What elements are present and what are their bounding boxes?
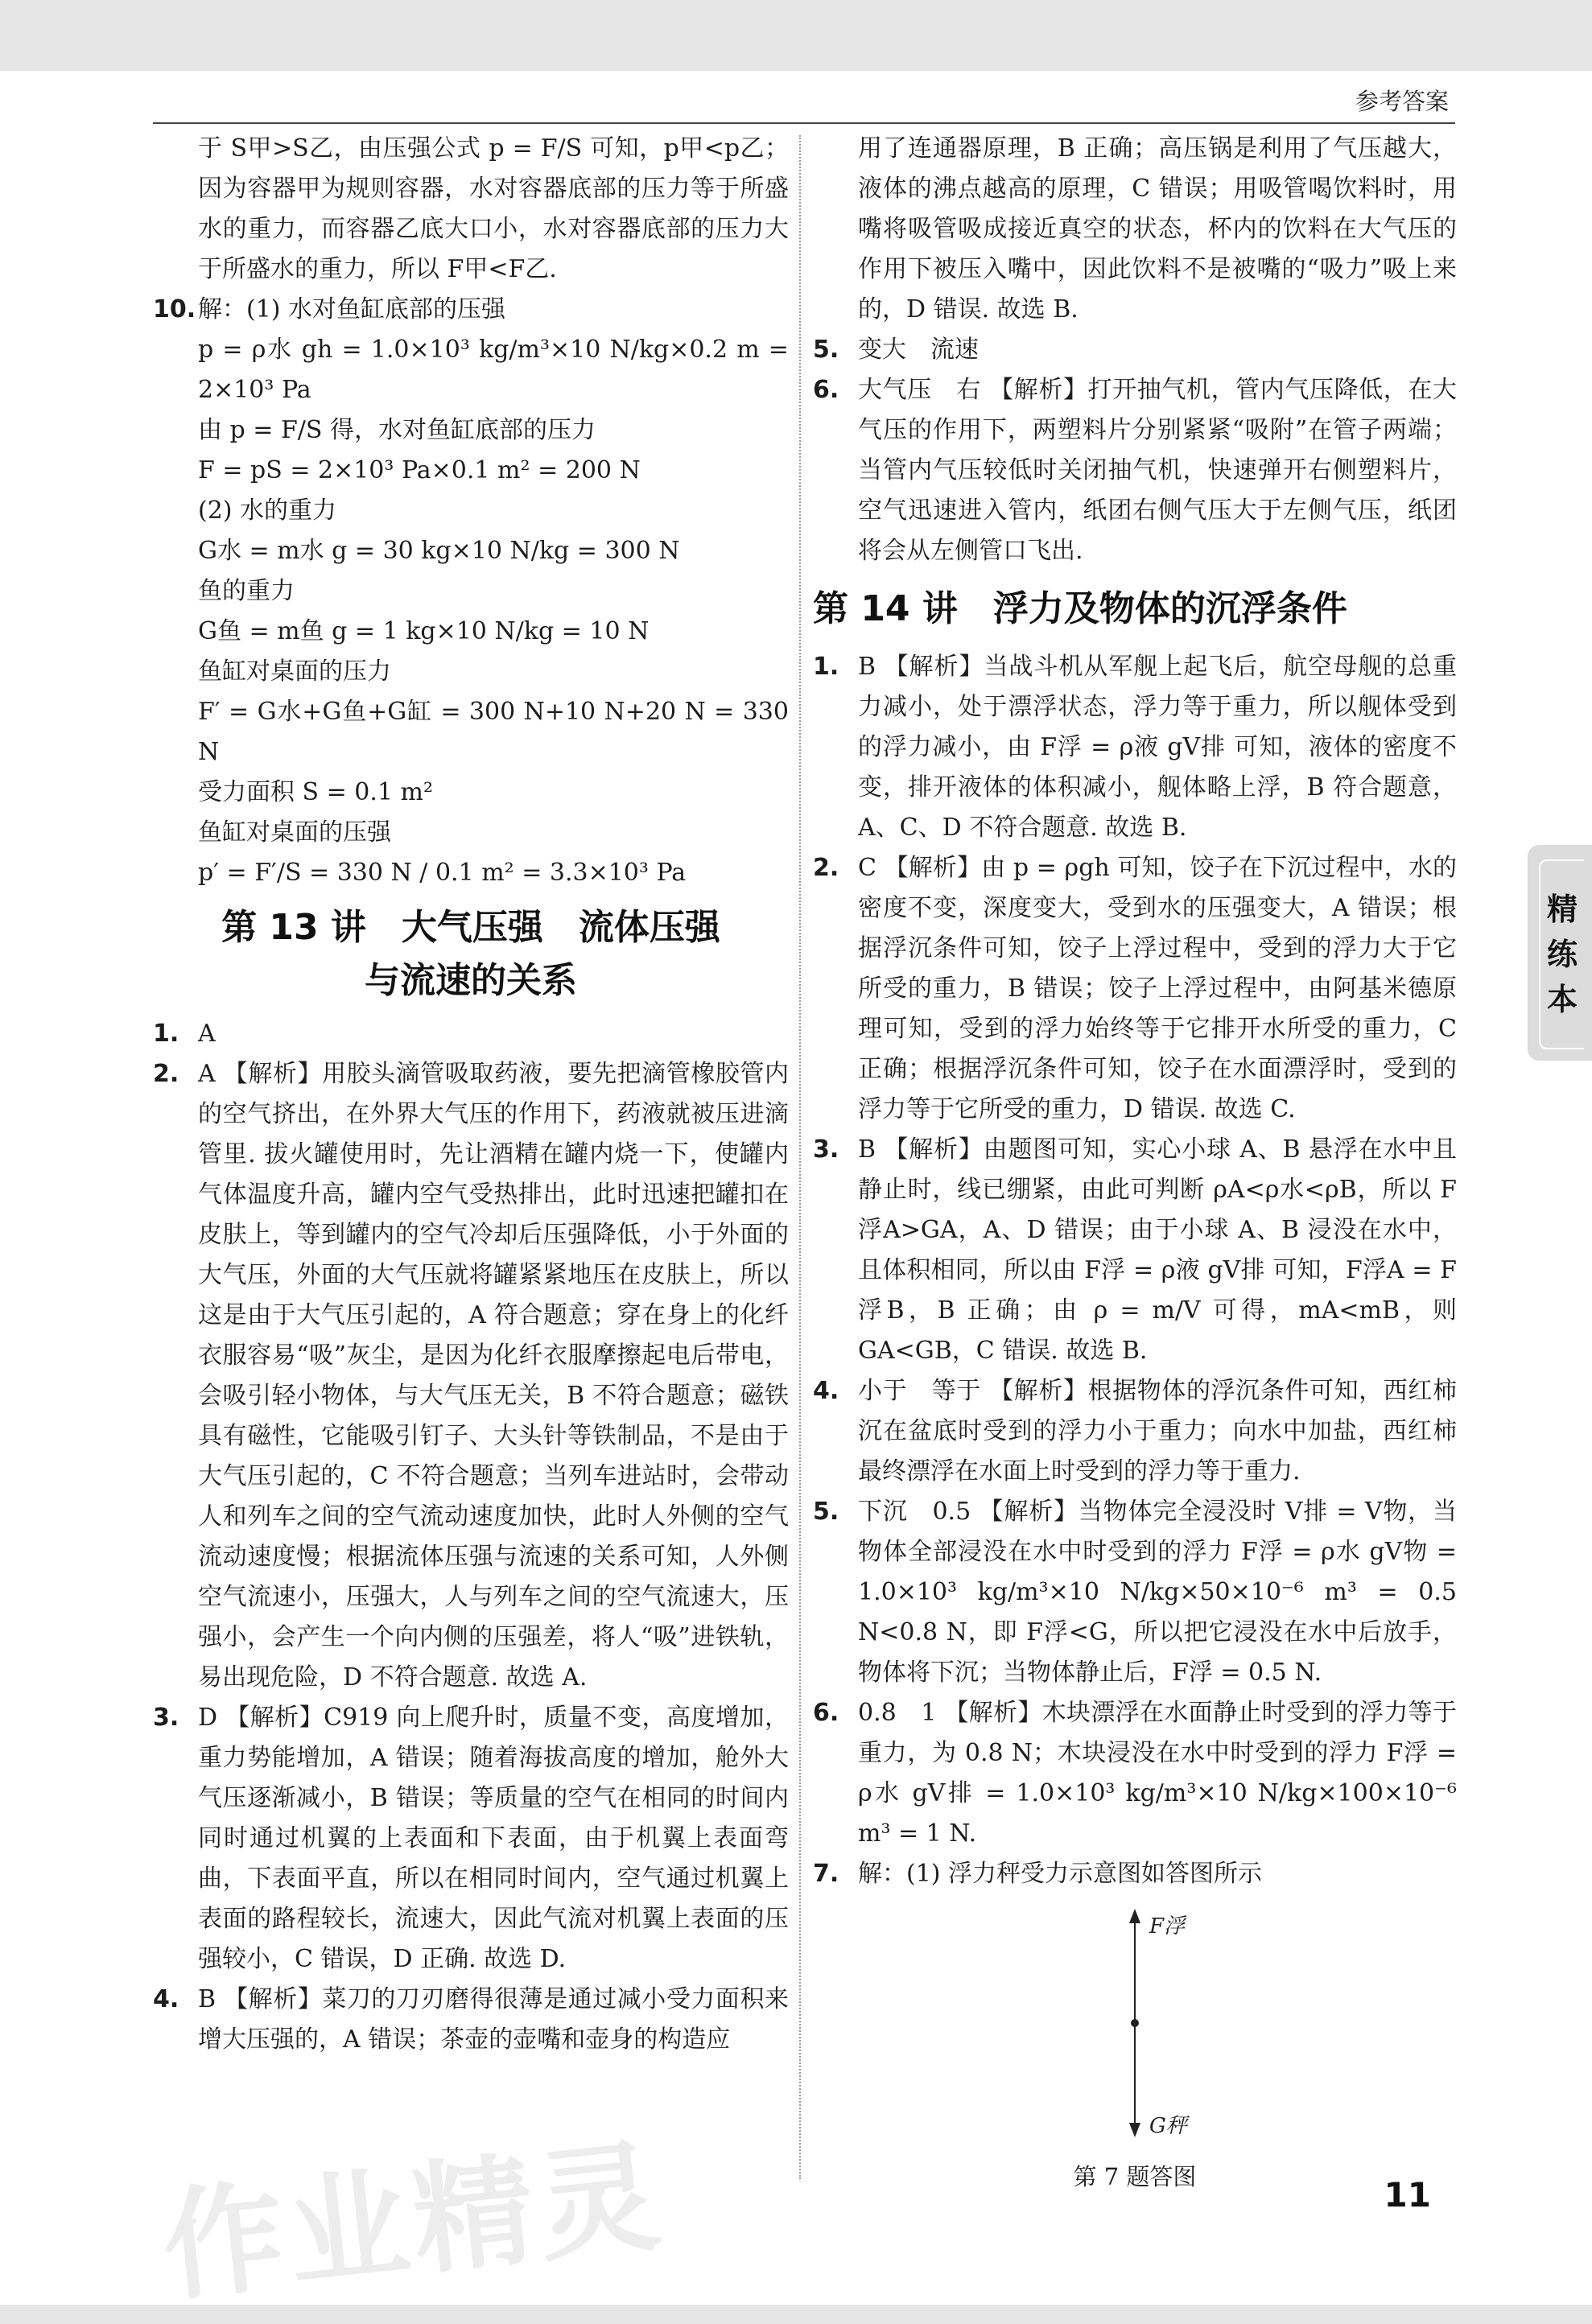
q10-line: p = ρ水 gh = 1.0×10³ kg/m³×10 N/kg×0.2 m = 2×10³ Pa xyxy=(198,336,789,404)
answer-item xyxy=(813,1854,1457,1894)
answer-text: 大气压 右 【解析】打开抽气机，管内气压降低，在大气压的作用下，两塑料片分别紧紧“吸附”在管子两端；当管内气压较低时关闭抽气机，快速弹开右侧塑料片，空气迅速进入管内，纸团右侧气压大于左侧气压，纸团将会从左侧管口飞出. xyxy=(858,376,1457,565)
answer-item xyxy=(813,647,1457,848)
answer-text: 解：(1) 浮力秤受力示意图如答图所示 xyxy=(858,1860,1263,1888)
side-tab-frame xyxy=(1539,859,1584,1049)
q10-line: p′ = F′/S = 330 N / 0.1 m² = 3.3×10³ Pa xyxy=(198,859,687,887)
force-diagram-svg xyxy=(813,1902,1457,2144)
answer-item xyxy=(813,1371,1457,1492)
watermark: 作业精灵 xyxy=(156,2126,670,2319)
answer-text: 变大 流速 xyxy=(858,336,979,364)
question-number: 7. xyxy=(813,1860,839,1888)
q10-line: (2) 水的重力 xyxy=(198,497,337,525)
answer-item xyxy=(813,1492,1457,1693)
answer-text: C 【解析】由 p = ρgh 可知，饺子在下沉过程中，水的密度不变，深度变大，受到水的压强变大，A 错误；根据浮沉条件可知，饺子上浮过程中，受到的浮力大于它所受的重力，B 错误；饺子上浮过程中，由阿基米德原理可知，受到的浮力始终等于它排开水所受的重力，C 正确；根据浮沉条件可知，饺子在水面漂浮时，受到的浮力等于它所受的重力，D 错误. 故选 C. xyxy=(858,854,1457,1123)
answer-text: D 【解析】C919 向上爬升时，质量不变，高度增加，重力势能增加，A 错误；随着海拔高度的增加，舱外大气压逐渐减小，B 错误；等质量的空气在相同的时间内同时通过机翼的上表面和下表面，由于机翼上表面弯曲，下表面平直，所以在相同时间内，空气通过机翼上表面的路程较长，流速大，因此气流对机翼上表面的压强较小，C 错误，D 正确. 故选 D. xyxy=(198,1704,789,1973)
action-point xyxy=(1131,2019,1139,2027)
answer-item xyxy=(153,1054,789,1698)
answer-text: B 【解析】当战斗机从军舰上起飞后，航空母舰的总重力减小，处于漂浮状态，浮力等于重力，所以舰体受到的浮力减小，由 F浮 = ρ液 gV排 可知，液体的密度不变，排开液体的体积减小，舰体略上浮，B 符合题意，A、C、D 不符合题意. 故选 B. xyxy=(858,653,1457,842)
answer-text: 下沉 0.5 【解析】当物体完全浸没时 V排 = V物，当物体全部浸没在水中时受到的浮力 F浮 = ρ水 gV物 = 1.0×10³ kg/m³×10 N/kg×50×10⁻⁶ m³ = 0.5 N<0.8 N，即 F浮<G，所以把它浸没在水中后放手，物体将下沉；当物体静止后，F浮 = 0.5 N. xyxy=(858,1498,1457,1687)
question-number: 6. xyxy=(813,1699,839,1727)
answer-text: B 【解析】菜刀的刀刃磨得很薄是通过减小受力面积来增大压强的，A 错误；茶壶的壶嘴和壶身的构造应 xyxy=(198,1985,789,2054)
answer-text: 小于 等于 【解析】根据物体的浮沉条件可知，西红柿沉在盆底时受到的浮力小于重力；向水中加盐，西红柿最终漂浮在水面上时受到的浮力等于重力. xyxy=(858,1377,1457,1485)
question-number: 4. xyxy=(813,1377,839,1405)
question-number: 3. xyxy=(153,1704,179,1732)
q10-line: 解：(1) 水对鱼缸底部的压强 xyxy=(198,295,506,323)
q10-line: 鱼缸对桌面的压强 xyxy=(198,818,391,847)
right-column xyxy=(813,129,1457,2197)
answer-item xyxy=(813,1693,1457,1854)
side-tab xyxy=(1528,845,1592,1061)
header-label: 参考答案 xyxy=(1355,88,1449,115)
diagram-caption: 第 7 题答图 xyxy=(1073,2163,1197,2190)
answer-item xyxy=(813,370,1457,571)
answer-item xyxy=(813,330,1457,370)
left-column xyxy=(153,129,789,2060)
question-number: 2. xyxy=(153,1060,179,1088)
gravity-label: G秤 xyxy=(1149,2114,1187,2138)
q10-line: G鱼 = m鱼 g = 1 kg×10 N/kg = 10 N xyxy=(198,617,650,645)
q10-line: F′ = G水+G鱼+G缸 = 300 N+10 N+20 N = 330 N xyxy=(198,698,789,766)
question-number: 1. xyxy=(813,653,839,681)
q10-line: G水 = m水 g = 30 kg×10 N/kg = 300 N xyxy=(198,537,680,565)
answer-text: A xyxy=(198,1020,216,1048)
question-number: 10. xyxy=(153,295,196,323)
section-14-title: 第 14 讲 浮力及物体的沉浮条件 xyxy=(813,588,1347,629)
question-number: 1. xyxy=(153,1020,179,1048)
answer-text: B 【解析】由题图可知，实心小球 A、B 悬浮在水中且静止时，线已绷紧，由此可判断 ρA<ρ水<ρB，所以 F浮A>GA，A、D 错误；由于小球 A、B 浸没在水中，且体积相同，所以由 F浮 = ρ液 gV排 可知，F浮A = F浮B，B 正确；由 ρ = m/V 可得，mA<mB，则 GA<GB，C 错误. 故选 B. xyxy=(858,1135,1457,1365)
q4-continuation: 用了连通器原理，B 正确；高压锅是利用了气压越大，液体的沸点越高的原理，C 错误；用吸管喝饮料时，用嘴将吸管吸成接近真空的状态，杯内的饮料在大气压的作用下被压入嘴中，因此饮料不是被嘴的“吸力”吸上来的，D 错误. 故选 B. xyxy=(858,134,1457,323)
question-number: 6. xyxy=(813,376,839,404)
buoyancy-label: F浮 xyxy=(1149,1914,1186,1939)
q10-line: 鱼的重力 xyxy=(198,577,295,605)
section-13-title xyxy=(153,901,789,1007)
q10-line: F = pS = 2×10³ Pa×0.1 m² = 200 N xyxy=(198,456,641,484)
q10-line: 由 p = F/S 得，水对鱼缸底部的压力 xyxy=(198,416,596,444)
question-number: 5. xyxy=(813,1498,839,1526)
header-rule xyxy=(153,122,1455,124)
question-number: 2. xyxy=(813,854,839,882)
question-number: 3. xyxy=(813,1135,839,1164)
question-number: 5. xyxy=(813,336,839,364)
force-diagram xyxy=(813,1902,1457,2197)
q9-continuation: 于 S甲>S乙，由压强公式 p = F/S 可知，p甲<p乙；因为容器甲为规则容器，水对容器底部的压力等于所盛水的重力，而容器乙底大口小，水对容器底部的压力大于所盛水的重力，所以 F甲<F乙. xyxy=(198,134,789,283)
section-13-title-line2: 与流速的关系 xyxy=(365,960,577,1001)
buoyancy-arrow-head xyxy=(1129,1909,1140,1923)
answer-item xyxy=(813,848,1457,1130)
q10-line: 受力面积 S = 0.1 m² xyxy=(198,778,434,806)
page-number: 11 xyxy=(1384,2175,1431,2215)
question-number: 4. xyxy=(153,1985,179,2013)
column-divider xyxy=(799,135,801,2179)
section-13-title-line1: 第 13 讲 大气压强 流体压强 xyxy=(221,907,720,948)
answer-text: A 【解析】用胶头滴管吸取药液，要先把滴管橡胶管内的空气挤出，在外界大气压的作用下，药液就被压进滴管里. 拔火罐使用时，先让酒精在罐内烧一下，使罐内气体温度升高，罐内空气受热排出，此时迅速把罐扣在皮肤上，等到罐内的空气冷却后压强降低，小于外面的大气压，外面的大气压就将罐紧紧地压在皮肤上，所以这是由于大气压引起的，A 符合题意；穿在身上的化纤衣服容易“吸”灰尘，是因为化纤衣服摩擦起电后带电，会吸引轻小物体，与大气压无关，B 不符合题意；磁铁具有磁性，它能吸引钉子、大头针等铁制品，不是由于大气压引起的，C 不符合题意；当列车进站时，会带动人和列车之间的空气流动速度加快，此时人外侧的空气流动速度慢；根据流体压强与流速的关系可知，人外侧空气流速小，压强大，人与列车之间的空气流速大，压强小，会产生一个向内侧的压强差，将人“吸”进铁轨，易出现危险，D 不符合题意. 故选 A. xyxy=(198,1060,789,1691)
gravity-arrow-head xyxy=(1129,2123,1140,2137)
side-tab-label: 精练本 xyxy=(1546,892,1578,1017)
question-10 xyxy=(153,290,789,893)
answer-item xyxy=(813,1130,1457,1371)
q10-line: 鱼缸对桌面的压力 xyxy=(198,657,391,686)
answer-text: 0.8 1 【解析】木块漂浮在水面静止时受到的浮力等于重力，为 0.8 N；木块浸没在水中时受到的浮力 F浮 = ρ水 gV排 = 1.0×10³ kg/m³×10 N/kg×100×10⁻⁶ m³ = 1 N. xyxy=(858,1699,1457,1848)
answer-item xyxy=(153,1980,789,2060)
answer-item xyxy=(153,1698,789,1980)
answer-item xyxy=(153,1014,789,1054)
